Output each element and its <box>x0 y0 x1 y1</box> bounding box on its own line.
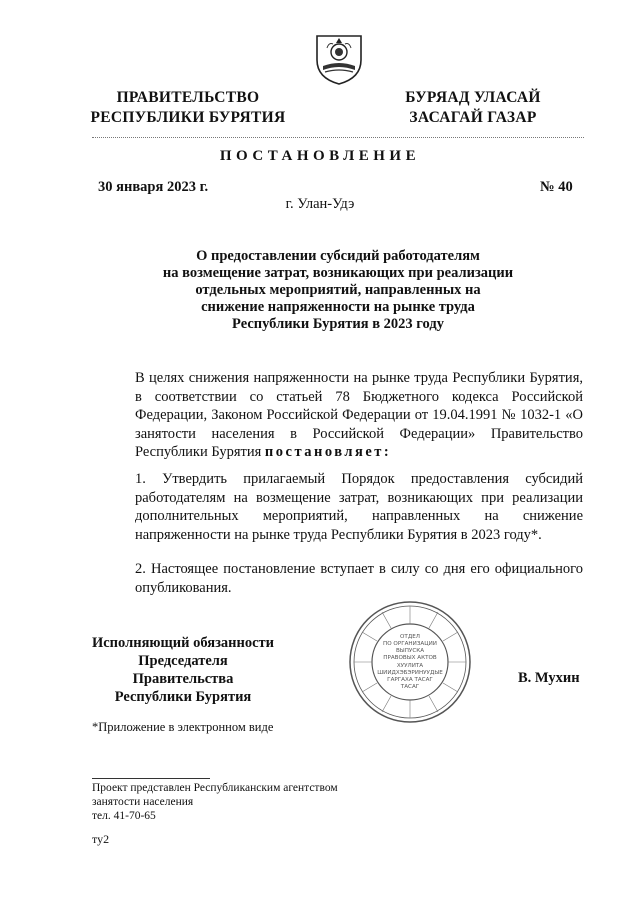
stamp-line: ТАСАГ <box>400 684 420 690</box>
footer-line1: Проект представлен Республиканским агентством <box>92 782 338 794</box>
title-line: на возмещение затрат, возникающих при реализации <box>162 265 514 281</box>
paragraph-preamble <box>95 369 583 462</box>
stamp-line: ВЫПУСКА <box>395 648 425 654</box>
header-right-line1: БУРЯАД УЛАСАЙ <box>405 89 541 106</box>
header-left-line2: РЕСПУБЛИКИ БУРЯТИЯ <box>90 109 286 126</box>
title-line: О предоставлении субсидий работодателям <box>196 248 480 264</box>
official-stamp <box>348 600 472 724</box>
attachment-note: *Приложение в электронном виде <box>92 720 274 734</box>
signatory-role <box>88 634 278 706</box>
document-date: 30 января 2023 г. <box>98 179 209 195</box>
header-separator <box>92 137 584 138</box>
title-line: Республики Бурятия в 2023 году <box>232 316 444 332</box>
header-right-block <box>378 88 568 128</box>
title-line: отдельных мероприятий, направленных на <box>195 282 481 298</box>
stamp-line: ГАРГАХА ТАСАГ <box>387 677 433 683</box>
preamble-resolves: постановляет: <box>264 444 392 460</box>
footer-rule <box>92 778 210 779</box>
item-1-text: 1. Утвердить прилагаемый Порядок предоставления субсидий работодателям на возмещение затрат, возникающих при реализации дополнительных мероприятий, направленных на снижение напряженности на рынке труда Республики Бурятия в 2023 году*. <box>135 471 583 543</box>
document-code: ту2 <box>92 832 110 846</box>
paragraph-preamble-text-wrap <box>95 369 583 462</box>
item-2-text: 2. Настоящее постановление вступает в силу со дня его официального опубликования. <box>135 561 583 596</box>
paragraph-item-1 <box>95 470 583 544</box>
stamp-line: ПО ОРГАНИЗАЦИИ <box>383 641 437 647</box>
signatory-role-line3: Республики Бурятия <box>114 689 252 705</box>
footer-block <box>92 781 338 823</box>
document-type: ПОСТАНОВЛЕНИЕ <box>219 148 421 164</box>
header-left-line1: ПРАВИТЕЛЬСТВО <box>116 89 260 106</box>
stamp-line: ПРАВОВЫХ АКТОВ <box>383 655 437 661</box>
preamble-text: В целях снижения напряженности на рынке труда Республики Бурятия, в соответствии со статьей 78 Бюджетного кодекса Российской Федерации, Законом Российской Федерации от 19.04.1991 № 1032-1 «О занятости населения в Российской Федерации» Правительство Республики Бурятия <box>135 370 583 460</box>
header-right-line2: ЗАСАГАЙ ГАЗАР <box>409 109 537 126</box>
footer-line2: занятости населения <box>92 796 194 808</box>
stamp-line: ШИИДХЭБЭРИНУУДЫЕ <box>377 670 443 676</box>
document-title <box>120 248 556 333</box>
document-number: № 40 <box>540 179 573 195</box>
footer-line3: тел. 41-70-65 <box>92 810 156 822</box>
header-left-block <box>78 88 298 128</box>
coat-of-arms-emblem <box>313 30 365 86</box>
document-city: г. Улан-Удэ <box>285 196 355 212</box>
signatory-role-line1: Исполняющий обязанности <box>91 635 275 651</box>
signatory-role-line2: Председателя Правительства <box>132 653 234 687</box>
signatory-name: В. Мухин <box>518 670 580 686</box>
title-line: снижение напряженности на рынке труда <box>201 299 475 315</box>
paragraph-item-2 <box>95 560 583 597</box>
stamp-line: ХУУЛИТА <box>396 663 424 669</box>
stamp-line: ОТДЕЛ <box>400 634 420 640</box>
